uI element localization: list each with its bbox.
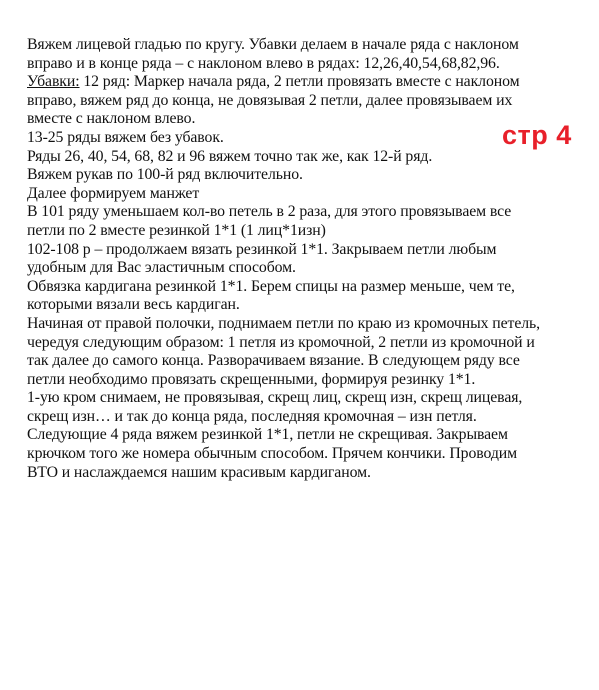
text-line: Обвязка кардигана резинкой 1*1. Берем спицы на размер меньше, чем те,	[27, 277, 515, 295]
text-line: петли по 2 вместе резинкой 1*1 (1 лиц*1изн)	[27, 221, 326, 239]
text-line: так далее до самого конца. Разворачиваем вязание. В следующем ряду все	[27, 352, 520, 370]
decreases-heading: Убавки:	[27, 73, 80, 91]
text-line: 1-ую кром снимаем, не провязывая, скрещ лиц, скрещ изн, скрещ лицевая,	[27, 389, 523, 407]
text-line	[27, 73, 587, 92]
text-line: удобным для Вас эластичным способом.	[27, 259, 296, 277]
text-line: В 101 ряду уменьшаем кол-во петель в 2 раза, для этого провязываем все	[27, 203, 512, 221]
text-line: скрещ изн… и так до конца ряда, последняя кромочная – изн петля.	[27, 407, 477, 425]
text-line: Ряды 26, 40, 54, 68, 82 и 96 вяжем точно так же, как 12-й ряд.	[27, 147, 433, 165]
text-line: Следующие 4 ряда вяжем резинкой 1*1, петли не скрещивая. Закрываем	[27, 426, 508, 444]
text-line: вправо и в конце ряда – с наклоном влево в рядах: 12,26,40,54,68,82,96.	[27, 54, 500, 72]
text-line: ВТО и наслаждаемся нашим красивым кардиганом.	[27, 463, 371, 481]
text-line: вместе с наклоном влево.	[27, 110, 196, 128]
text-line: петли необходимо провязать скрещенными, формируя резинку 1*1.	[27, 370, 476, 388]
text-line: чередуя следующим образом: 1 петля из кромочной, 2 петли из кромочной и	[27, 333, 535, 351]
text-line: Вяжем рукав по 100-й ряд включительно.	[27, 166, 303, 184]
text-line: Начиная от правой полочки, поднимаем петли по краю из кромочных петель,	[27, 314, 540, 332]
text-line: 13-25 ряды вяжем без убавок.	[27, 128, 224, 146]
instruction-text	[27, 36, 587, 482]
text-line: крючком того же номера обычным способом. Прячем кончики. Проводим	[27, 445, 518, 463]
text-line-rest: 12 ряд: Маркер начала ряда, 2 петли провязать вместе с наклоном	[79, 73, 520, 91]
text-line: Вяжем лицевой гладью по кругу. Убавки делаем в начале ряда с наклоном	[27, 36, 519, 53]
page-number-label: стр 4	[502, 120, 572, 150]
text-line: 102-108 р – продолжаем вязать резинкой 1*1. Закрываем петли любым	[27, 240, 497, 258]
text-line: вправо, вяжем ряд до конца, не довязывая 2 петли, далее провязываем их	[27, 91, 513, 109]
text-line: которыми вязали весь кардиган.	[27, 296, 240, 314]
text-line: Далее формируем манжет	[27, 184, 200, 202]
